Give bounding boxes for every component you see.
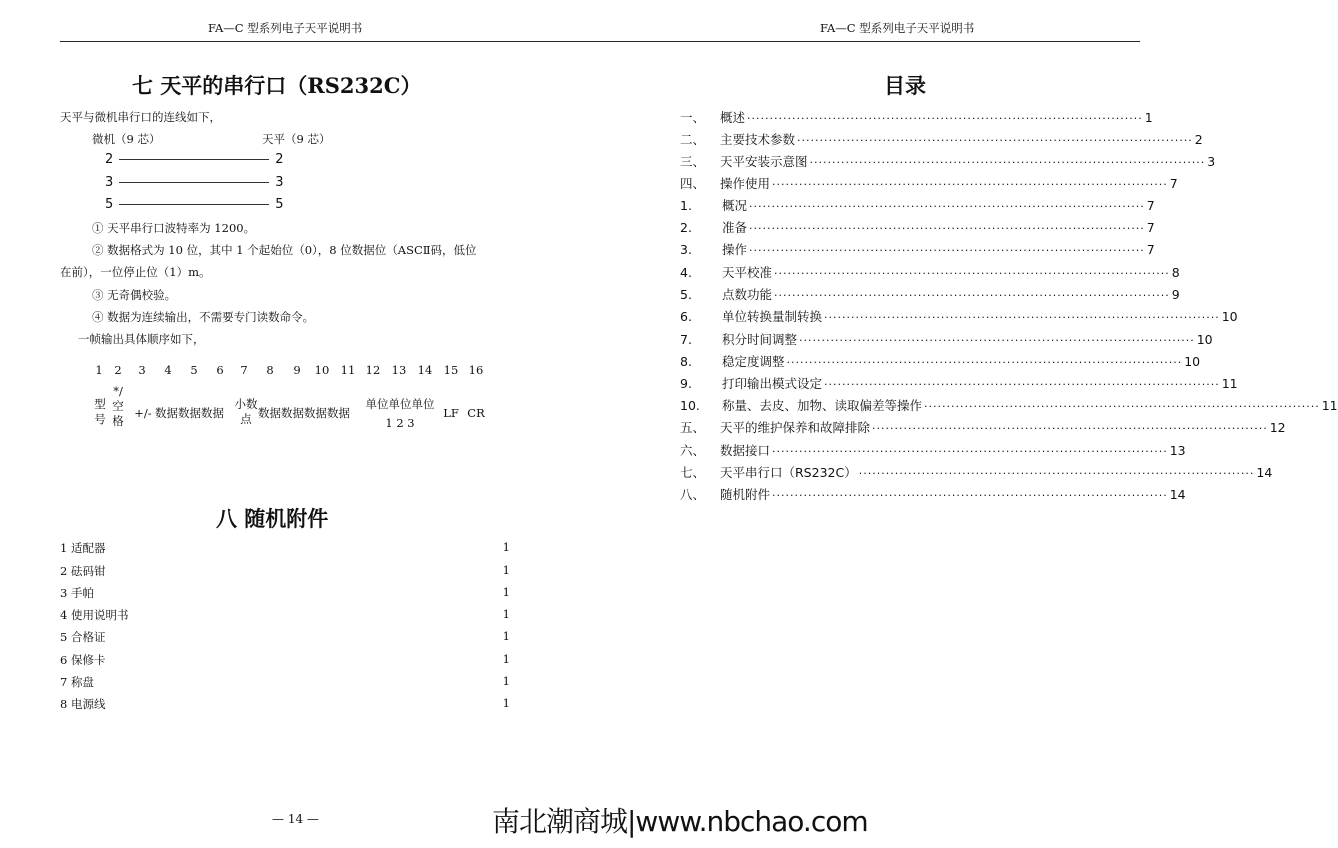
toc-entry: 6. 单位转换量制转换 ························································································ 10 bbox=[680, 309, 1238, 324]
toc-page: 10 bbox=[1221, 309, 1238, 324]
frame-number: 9 bbox=[293, 363, 301, 377]
toc-leader: ························································································ bbox=[774, 267, 1170, 280]
accessory-qty: 1 bbox=[502, 629, 510, 643]
toc-page: 7 bbox=[1146, 242, 1155, 257]
toc-entry: 二、 主要技术参数 ························································································ 2 bbox=[680, 132, 1203, 147]
wiring-pin-balance: 2 bbox=[275, 152, 284, 167]
accessory-row bbox=[60, 607, 510, 623]
accessory-name: 3 手帕 bbox=[60, 586, 94, 600]
accessory-qty: 1 bbox=[502, 652, 510, 666]
wiring-line bbox=[119, 204, 269, 205]
section7-title: 七 天平的串行口（RS232C） bbox=[132, 73, 422, 98]
watermark: 南北潮商城|www.nbchao.com bbox=[492, 805, 868, 838]
accessory-row bbox=[60, 652, 510, 668]
frame-field-units: 单位单位单位 1 2 3 bbox=[365, 397, 435, 430]
wiring-pin-pc: 2 bbox=[105, 152, 114, 167]
accessory-row bbox=[60, 540, 510, 556]
toc-entry: 一、 概述 ························································································ 1 bbox=[680, 110, 1153, 125]
accessory-row bbox=[60, 585, 510, 601]
toc-entry: 8. 稳定度调整 ························································································ 10 bbox=[680, 354, 1201, 369]
wiring-pin-balance: 5 bbox=[275, 197, 284, 212]
section8-title: 八 随机附件 bbox=[216, 506, 329, 531]
frame-number: 6 bbox=[216, 363, 224, 377]
toc-leader: ························································································ bbox=[772, 178, 1168, 191]
frame-field-data-b: 数据数据数据数据 bbox=[258, 406, 350, 420]
toc-page: 8 bbox=[1171, 265, 1180, 280]
accessory-row bbox=[60, 629, 510, 645]
toc-leader: ························································································ bbox=[872, 422, 1268, 435]
toc-entry: 七、 天平串行口（RS232C） ························································································ 14 bbox=[680, 465, 1273, 480]
toc-page: 11 bbox=[1221, 376, 1238, 391]
toc-page: 14 bbox=[1169, 487, 1186, 502]
wiring-col-balance: 天平（9 芯） bbox=[262, 132, 331, 146]
frame-number: 5 bbox=[190, 363, 198, 377]
frame-number: 8 bbox=[266, 363, 274, 377]
accessory-name: 5 合格证 bbox=[60, 630, 106, 644]
toc-page: 3 bbox=[1207, 154, 1216, 169]
accessory-name: 4 使用说明书 bbox=[60, 608, 129, 622]
wiring-pin-pc: 5 bbox=[105, 197, 114, 212]
frame-field-plus-minus: +/- bbox=[134, 406, 152, 420]
toc-page: 9 bbox=[1171, 287, 1180, 302]
accessory-qty: 1 bbox=[502, 585, 510, 599]
toc-entry: 5. 点数功能 ························································································ 9 bbox=[680, 287, 1180, 302]
toc-page: 7 bbox=[1146, 198, 1155, 213]
note-format: ② 数据格式为 10 位，其中 1 个起始位（0），8 位数据位（ASCⅡ码，低位 bbox=[92, 243, 477, 257]
frame-number: 3 bbox=[138, 363, 146, 377]
accessory-row bbox=[60, 674, 510, 690]
toc-leader: ························································································ bbox=[749, 200, 1145, 213]
frame-field-cr: CR bbox=[467, 406, 485, 420]
page-number: — 14 — bbox=[272, 812, 319, 826]
note-parity: ③ 无奇偶校验。 bbox=[92, 288, 177, 302]
toc-title: 目录 bbox=[884, 74, 926, 98]
toc-page: 10 bbox=[1196, 332, 1213, 347]
frame-number: 2 bbox=[114, 363, 122, 377]
accessory-name: 6 保修卡 bbox=[60, 653, 106, 667]
frame-number: 13 bbox=[391, 363, 407, 377]
note-output: ④ 数据为连续输出，不需要专门读数命令。 bbox=[92, 310, 315, 324]
accessory-row bbox=[60, 696, 510, 712]
accessory-name: 8 电源线 bbox=[60, 697, 106, 711]
frame-field-model: 型 号 bbox=[94, 397, 106, 426]
toc-entry: 三、 天平安装示意图 ························································································ 3 bbox=[680, 154, 1216, 169]
note-frame-intro: 一帧输出具体顺序如下， bbox=[78, 332, 205, 346]
toc-leader: ························································································ bbox=[809, 156, 1206, 169]
toc-entry: 四、 操作使用 ························································································ 7 bbox=[680, 176, 1178, 191]
accessory-name: 7 称盘 bbox=[60, 675, 94, 689]
toc-entry: 4. 天平校准 ························································································ 8 bbox=[680, 265, 1180, 280]
toc-entry: 7. 积分时间调整 ························································································ 10 bbox=[680, 332, 1213, 347]
wiring-pin-pc: 3 bbox=[105, 175, 114, 190]
wiring-row bbox=[105, 197, 284, 212]
frame-number: 4 bbox=[164, 363, 172, 377]
wiring-line bbox=[119, 159, 269, 160]
toc-entry: 10. 称量、去皮、加物、读取偏差等操作 ························································································ 11 bbox=[680, 398, 1338, 413]
toc-entry: 六、 数据接口 ························································································ 13 bbox=[680, 443, 1186, 458]
frame-field-sign-space: */ 空 格 bbox=[112, 384, 124, 428]
wiring-line bbox=[119, 182, 269, 183]
frame-number: 10 bbox=[314, 363, 330, 377]
header-right-title: FA—C 型系列电子天平说明书 bbox=[820, 21, 975, 35]
wiring-col-pc: 微机（9 芯） bbox=[92, 132, 161, 146]
frame-number: 14 bbox=[417, 363, 433, 377]
toc-page: 2 bbox=[1194, 132, 1203, 147]
toc-leader: ························································································ bbox=[858, 467, 1255, 480]
wiring-row bbox=[105, 175, 284, 190]
frame-field-decimal-point: 小数 点 bbox=[234, 397, 258, 426]
toc-page: 7 bbox=[1169, 176, 1178, 191]
header-left-title: FA—C 型系列电子天平说明书 bbox=[208, 21, 363, 35]
accessory-name: 2 砝码钳 bbox=[60, 564, 106, 578]
toc-page: 14 bbox=[1256, 465, 1273, 480]
accessory-name: 1 适配器 bbox=[60, 541, 106, 555]
toc-leader: ························································································ bbox=[824, 378, 1220, 391]
toc-leader: ························································································ bbox=[772, 445, 1168, 458]
toc-page: 12 bbox=[1269, 420, 1286, 435]
frame-number: 16 bbox=[468, 363, 484, 377]
frame-field-lf: LF bbox=[443, 406, 459, 420]
toc-leader: ························································································ bbox=[774, 289, 1170, 302]
wiring-row bbox=[105, 152, 284, 167]
toc-entry: 2. 准备 ························································································ 7 bbox=[680, 220, 1155, 235]
accessory-qty: 1 bbox=[502, 540, 510, 554]
frame-number: 12 bbox=[365, 363, 381, 377]
toc-leader: ························································································ bbox=[772, 489, 1168, 502]
toc-leader: ························································································ bbox=[799, 334, 1195, 347]
frame-number: 1 bbox=[95, 363, 103, 377]
frame-number: 7 bbox=[240, 363, 248, 377]
toc-page: 1 bbox=[1144, 110, 1153, 125]
frame-number: 15 bbox=[443, 363, 459, 377]
toc-page: 7 bbox=[1146, 220, 1155, 235]
accessory-qty: 1 bbox=[502, 607, 510, 621]
wiring-pin-balance: 3 bbox=[275, 175, 284, 190]
accessory-qty: 1 bbox=[502, 674, 510, 688]
toc-leader: ························································································ bbox=[747, 112, 1143, 125]
toc-entry: 3. 操作 ························································································ 7 bbox=[680, 242, 1155, 257]
note-baud: ① 天平串行口波特率为 1200。 bbox=[92, 221, 256, 235]
toc-entry: 1. 概况 ························································································ 7 bbox=[680, 198, 1155, 213]
toc-page: 11 bbox=[1321, 398, 1338, 413]
frame-number: 11 bbox=[340, 363, 356, 377]
toc-entry: 9. 打印输出模式设定 ························································································ 11 bbox=[680, 376, 1238, 391]
header-rule bbox=[60, 41, 1140, 42]
toc-entry: 八、 随机附件 ························································································ 14 bbox=[680, 487, 1186, 502]
accessory-qty: 1 bbox=[502, 563, 510, 577]
section7-intro: 天平与微机串行口的连线如下， bbox=[60, 110, 221, 124]
toc-leader: ························································································ bbox=[786, 356, 1183, 369]
toc-page: 13 bbox=[1169, 443, 1186, 458]
toc-leader: ························································································ bbox=[824, 311, 1220, 324]
toc-leader: ························································································ bbox=[924, 400, 1320, 413]
accessory-row bbox=[60, 563, 510, 579]
toc-leader: ························································································ bbox=[797, 134, 1193, 147]
toc-leader: ························································································ bbox=[749, 222, 1145, 235]
toc-page: 10 bbox=[1184, 354, 1201, 369]
frame-field-data-a: 数据数据数据 bbox=[155, 406, 224, 420]
toc-entry: 五、 天平的维护保养和故障排除 ························································································ 12 bbox=[680, 420, 1286, 435]
accessory-qty: 1 bbox=[502, 696, 510, 710]
note-format-cont: 在前），一位停止位（1）m。 bbox=[60, 265, 211, 279]
toc-leader: ························································································ bbox=[749, 244, 1145, 257]
